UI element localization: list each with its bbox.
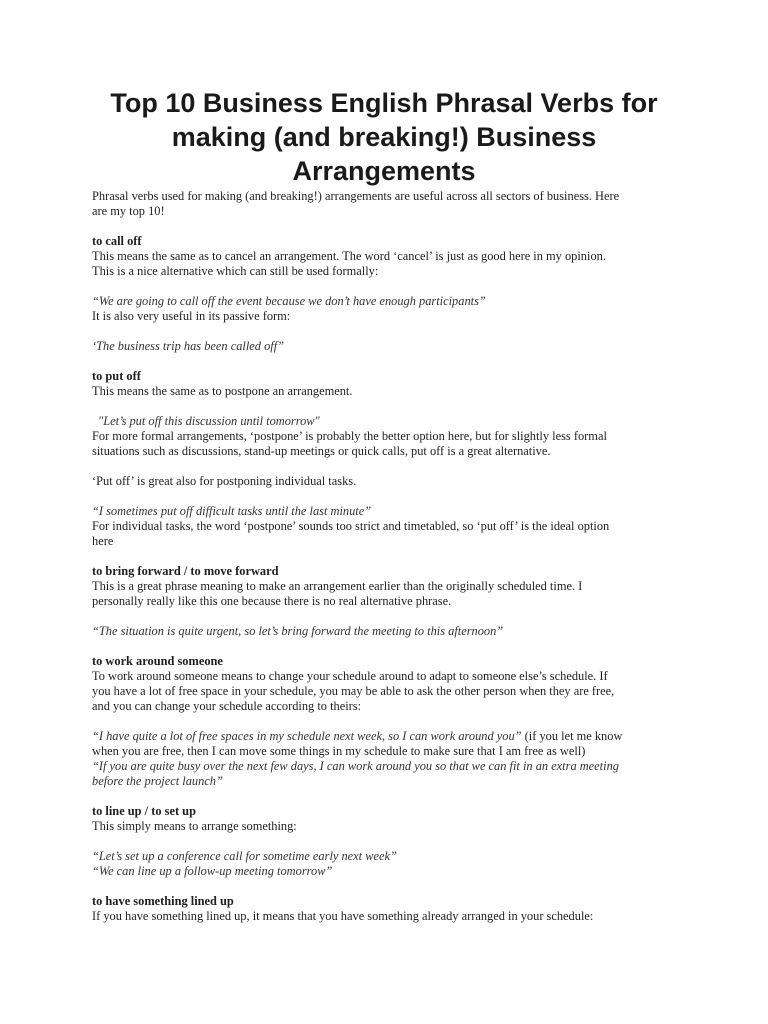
section-heading-put-off: to put off <box>92 369 141 383</box>
title-line: Top 10 Business English Phrasal Verbs for <box>110 88 658 118</box>
document-body <box>92 189 692 924</box>
section-heading-call-off: to call off <box>92 234 142 248</box>
example-with-note: “I have quite a lot of free spaces in my schedule next week, so I can work around you” (if you let me know when you are free, then I can move some things in my schedule to make sure that I am free as well) <box>92 729 623 758</box>
paragraph: For individual tasks, the word ‘postpone’ sounds too strict and timetabled, so ‘put off’ is the ideal option here <box>92 519 610 548</box>
paragraph: To work around someone means to change your schedule around to adapt to someone else’s schedule. If you have a lot of free space in your schedule, you may be able to ask the other person when they are free, and you can change your schedule according to theirs: <box>92 669 615 713</box>
paragraph: ‘Put off’ is great also for postponing individual tasks. <box>92 474 357 488</box>
title-line: Arrangements <box>292 156 476 186</box>
example-sentence: "Let’s put off this discussion until tomorrow" <box>98 414 320 428</box>
paragraph: If you have something lined up, it means that you have something already arranged in your schedule: <box>92 909 594 923</box>
paragraph: It is also very useful in its passive form: <box>92 309 291 323</box>
example-sentence: “I have quite a lot of free spaces in my schedule next week, so I can work around you” <box>92 729 522 743</box>
example-sentence: ‘The business trip has been called off” <box>92 339 285 353</box>
section-heading-work-around: to work around someone <box>92 654 223 668</box>
example-sentence: “We can line up a follow-up meeting tomorrow” <box>92 864 333 878</box>
intro-paragraph: Phrasal verbs used for making (and breaking!) arrangements are useful across all sectors of business. Here are my top 10! <box>92 189 620 218</box>
paragraph: This is a great phrase meaning to make an arrangement earlier than the originally scheduled time. I personally really like this one because there is no real alternative phrase. <box>92 579 583 608</box>
paragraph: This means the same as to cancel an arrangement. The word ‘cancel’ is just as good here in my opinion. This is a nice alternative which can still be used formally: <box>92 249 606 278</box>
example-sentence: “We are going to call off the event because we don’t have enough participants” <box>92 294 486 308</box>
document-title <box>40 86 728 188</box>
section-heading-bring-forward: to bring forward / to move forward <box>92 564 279 578</box>
example-sentence: “If you are quite busy over the next few days, I can work around you so that we can fit in an extra meeting before the project launch” <box>92 759 619 788</box>
example-sentence: “The situation is quite urgent, so let’s bring forward the meeting to this afternoon” <box>92 624 504 638</box>
paragraph: This simply means to arrange something: <box>92 819 297 833</box>
paragraph: This means the same as to postpone an arrangement. <box>92 384 353 398</box>
paragraph: For more formal arrangements, ‘postpone’ is probably the better option here, but for slightly less formal situations such as discussions, stand-up meetings or quick calls, put off is a great alternative. <box>92 429 607 458</box>
title-line: making (and breaking!) Business <box>171 122 597 152</box>
example-sentence: “I sometimes put off difficult tasks until the last minute” <box>92 504 372 518</box>
section-heading-lined-up: to have something lined up <box>92 894 234 908</box>
example-sentence: “Let’s set up a conference call for sometime early next week” <box>92 849 397 863</box>
section-heading-line-up: to line up / to set up <box>92 804 196 818</box>
